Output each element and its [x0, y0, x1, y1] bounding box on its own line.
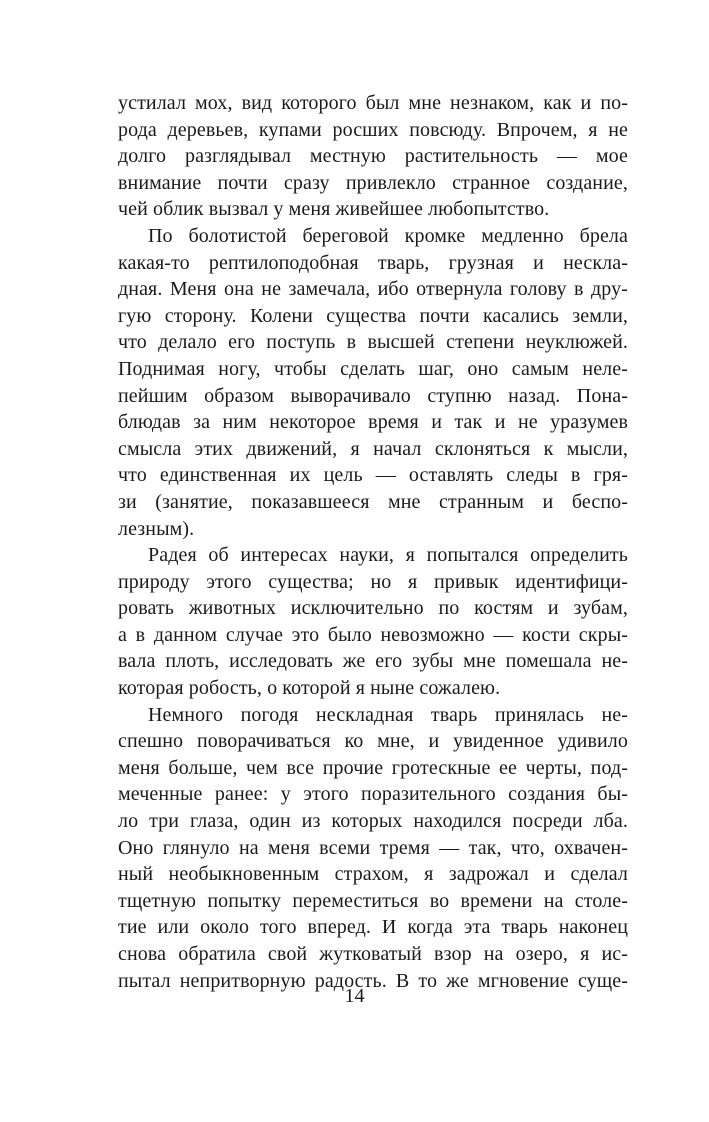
- text-line: По болотистой береговой кромке медленно брела: [148, 224, 628, 247]
- text-line: Оно глянуло на меня всеми тремя — так, что, охвачен-: [118, 836, 628, 859]
- text-line: ный необыкновенным страхом, я задрожал и сделал: [118, 863, 628, 886]
- text-line: ровать животных исключительно по костям и зубам,: [118, 597, 628, 620]
- text-line: пейшим образом выворачивало ступню назад. Пона-: [118, 384, 628, 407]
- text-line: а в данном случае это было невозможно — кости скры-: [118, 623, 628, 646]
- text-line: пытал непритворную радость. В то же мгновение суще-: [118, 969, 628, 992]
- text-line: Радея об интересах науки, я попытался определить: [148, 544, 628, 567]
- text-line: меня больше, чем все прочие гротескные ее черты, под-: [118, 756, 628, 779]
- paragraph: [118, 702, 628, 995]
- text-line: вала плоть, исследовать же его зубы мне помешала не-: [118, 650, 628, 673]
- text-line: что единственная их цель — оставлять следы в гря-: [118, 464, 628, 487]
- paragraph: [118, 90, 628, 223]
- text-line: долго разглядывал местную растительность — мое: [118, 145, 628, 168]
- text-line: лезным).: [118, 517, 195, 540]
- text-line: рода деревьев, купами росших повсюду. Впрочем, я не: [118, 118, 628, 141]
- text-line: Поднимая ногу, чтобы сделать шаг, оно самым неле-: [118, 357, 628, 380]
- page-number: 14: [344, 985, 365, 1007]
- text-line: ло три глаза, один из которых находился посреди лба.: [118, 810, 628, 833]
- text-line: гую сторону. Колени существа почти касались земли,: [118, 304, 628, 327]
- text-line: снова обратила свой жутковатый взор на озеро, я ис-: [118, 943, 628, 965]
- body-text: [118, 90, 628, 994]
- text-line: смысла этих движений, я начал склоняться к мысли,: [118, 437, 628, 460]
- text-line: внимание почти сразу привлекло странное создание,: [118, 171, 628, 194]
- text-line: зи (занятие, показавшееся мне странным и беспо-: [118, 490, 628, 513]
- text-line: меченные ранее: у этого поразительного создания бы-: [118, 783, 628, 806]
- text-line: блюдав за ним некоторое время и так и не уразумев: [118, 411, 628, 434]
- text-line: дная. Меня она не замечала, ибо отвернула голову в дру-: [118, 278, 628, 301]
- text-line: спешно поворачиваться ко мне, и увиденное удивило: [118, 730, 628, 753]
- text-line: тие или около того вперед. И когда эта тварь наконец: [118, 916, 628, 939]
- text-line: которая робость, о которой я ныне сожалею.: [118, 677, 501, 700]
- text-line: природу этого существа; но я привык идентифици-: [118, 570, 628, 593]
- text-line: что делало его поступь в высшей степени неуклюжей.: [118, 331, 628, 354]
- text-line: Немного погодя нескладная тварь принялась не-: [148, 703, 628, 726]
- text-line: чей облик вызвал у меня живейшее любопытство.: [118, 198, 550, 221]
- text-line: какая-то рептилоподобная тварь, грузная и нескла-: [118, 251, 628, 274]
- text-line: тщетную попытку переместиться во времени на столе-: [118, 889, 628, 912]
- paragraph: [118, 542, 628, 702]
- text-line: устилал мох, вид которого был мне незнаком, как и по-: [118, 92, 628, 114]
- paragraph: [118, 223, 628, 542]
